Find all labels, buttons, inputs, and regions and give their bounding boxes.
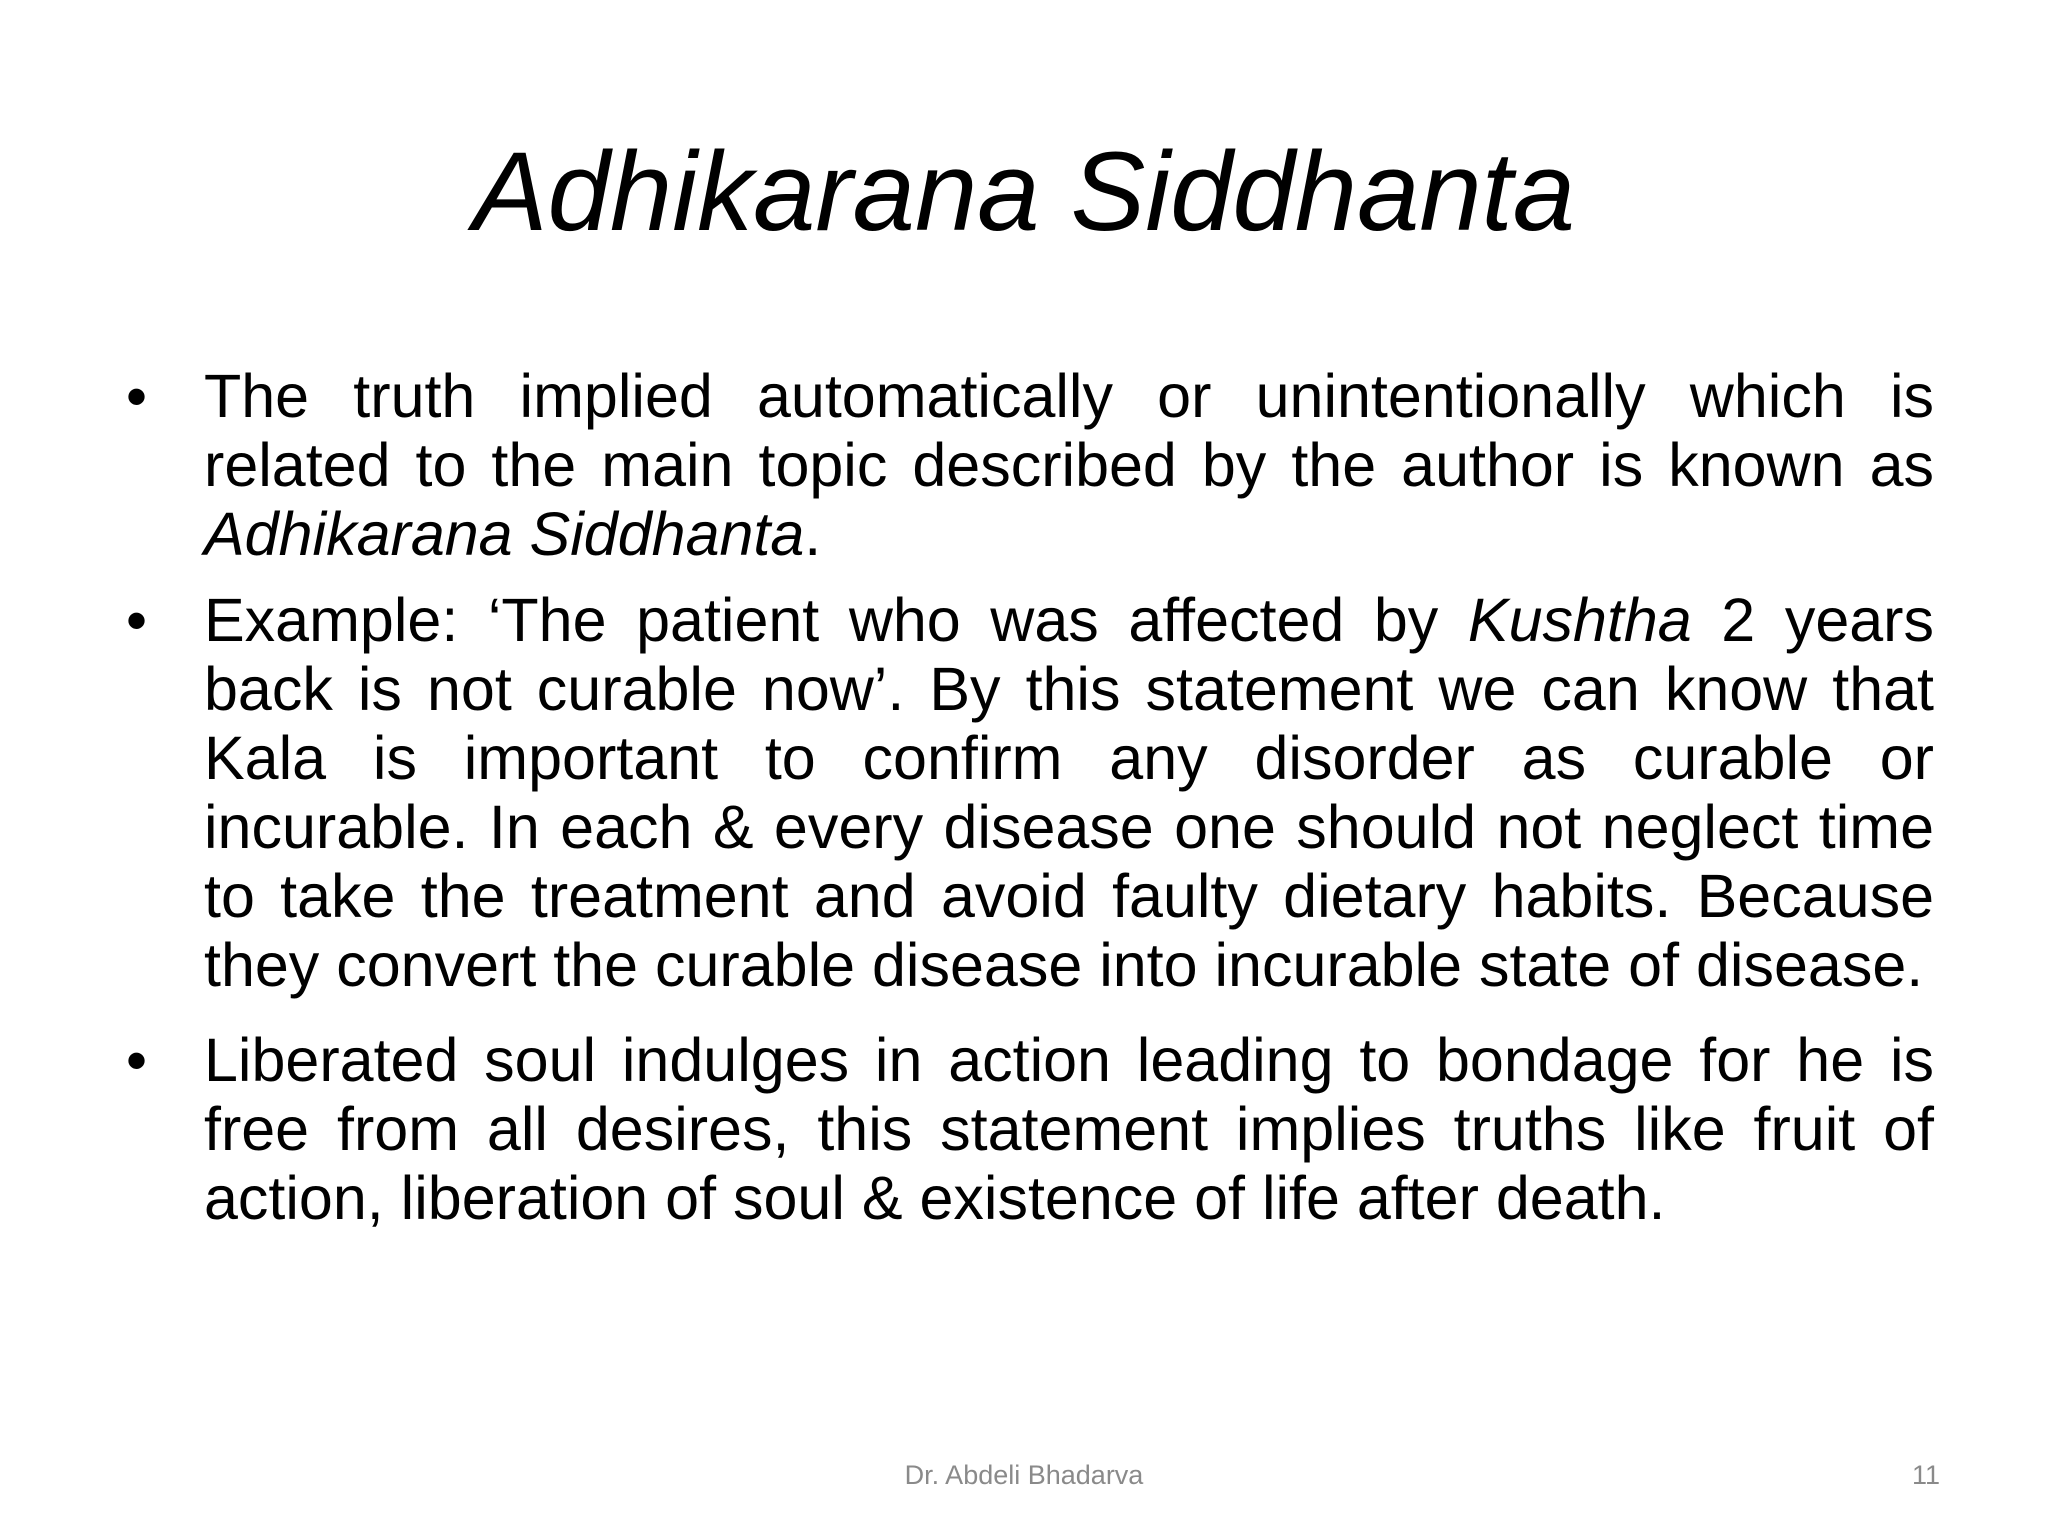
bullet-text-part: 2 years back is not curable now’. By this statement we can know that Kala is important to confirm any disorder as curable or incurable. In each & every disease one should not neglect time to take the treatment and avoid faulty dietary habits. Because they convert the curable disease into incurable state of disease. <box>204 586 1934 999</box>
bullet-text-part: Liberated soul indulges in action leading to bondage for he is free from all desires, this statement implies truths like fruit of action, liberation of soul & existence of life after death. <box>204 1026 1934 1232</box>
slide-title: Adhikarana Siddhanta <box>472 129 1576 254</box>
bullet-item-3 <box>118 1026 1934 1233</box>
footer-author: Dr. Abdeli Bhadarva <box>904 1460 1144 1490</box>
bullet-text <box>204 362 1934 568</box>
bullet-text-part: Example: ‘The patient who was affected by <box>204 586 1468 654</box>
bullet-icon: • <box>126 363 148 430</box>
bullet-text <box>204 1026 1934 1232</box>
bullet-list <box>118 362 1934 1250</box>
bullet-item-1 <box>118 362 1934 569</box>
footer-page-number: 11 <box>1911 1460 1940 1490</box>
bullet-text-part: The truth implied automatically or unintentionally which is related to the main topic described by the author is known as <box>204 362 1934 499</box>
bullet-icon: • <box>126 587 148 654</box>
bullet-text-emphasis: Kushtha <box>1467 586 1692 654</box>
bullet-text <box>204 586 1934 999</box>
bullet-icon: • <box>126 1027 148 1094</box>
bullet-text-emphasis: Adhikarana Siddhanta <box>204 500 805 568</box>
bullet-item-2 <box>118 586 1934 1000</box>
bullet-text-part: . <box>804 500 822 568</box>
